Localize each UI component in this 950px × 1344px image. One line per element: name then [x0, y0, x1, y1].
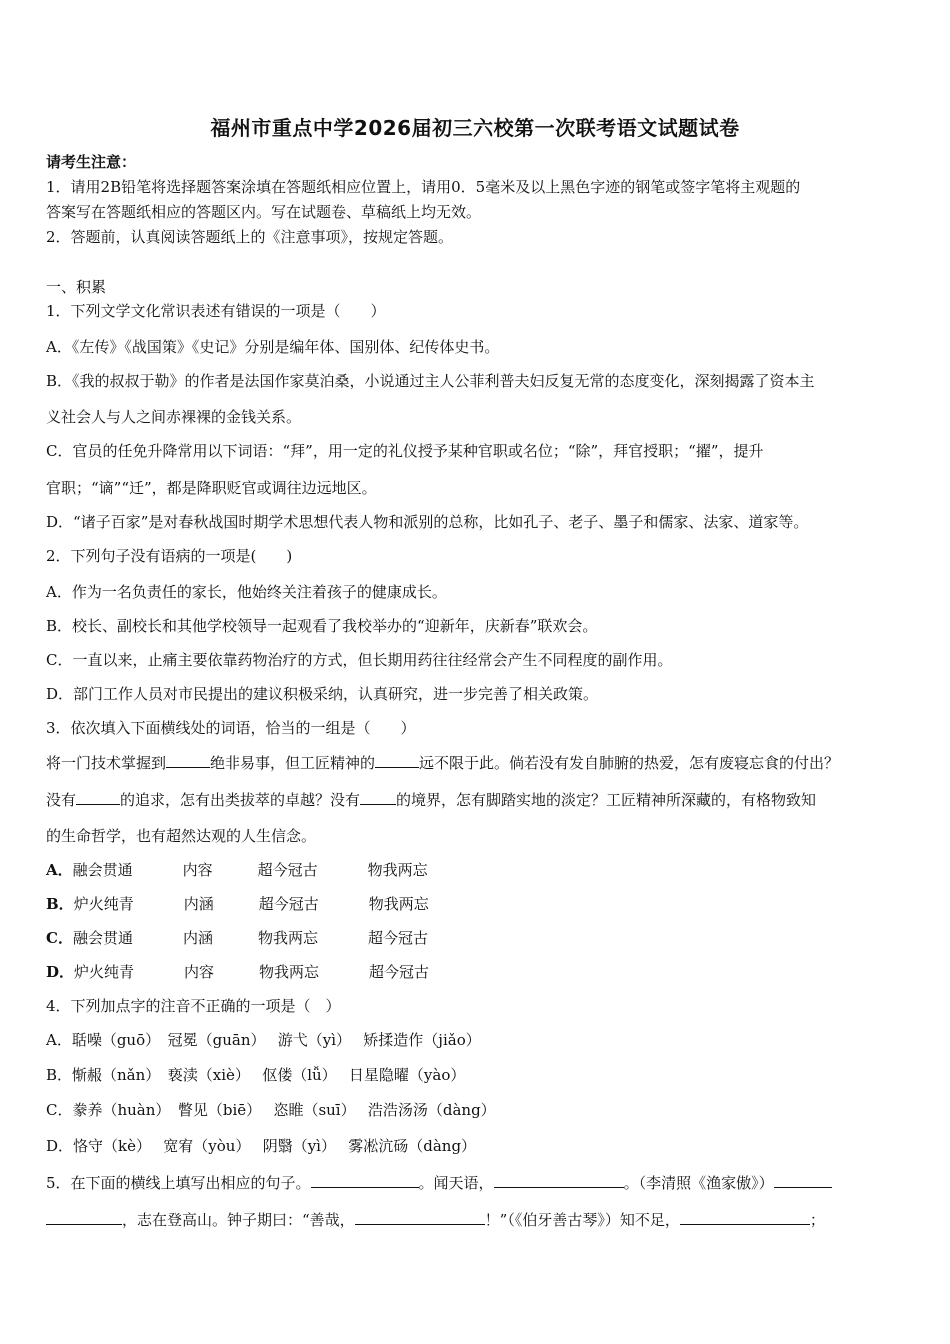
option-word: 物我两忘 — [259, 963, 320, 981]
option-word: 内容 — [184, 963, 215, 981]
q3-passage-text: 将一门技术掌握到 — [46, 754, 167, 772]
q5-text: ； — [809, 1211, 825, 1229]
notice-line-1: 1．请用2B铅笔将选择题答案涂填在答题纸相应位置上，请用0．5毫米及以上黑色字迹的钢笔或签字笔将主观题的 — [46, 178, 801, 196]
option-word: 内涵 — [183, 895, 214, 913]
option-word: 物我两忘 — [367, 861, 428, 879]
q4-option-a: A．聒噪（guō） 冠冕（guān） 游弋（yì） 矫揉造作（jiǎo） — [46, 1031, 481, 1049]
q2-option-b: B．校长、副校长和其他学校领导一起观看了我校举办的“迎新年，庆新春”联欢会。 — [46, 617, 598, 635]
q4-option-b: B．惭赧（nǎn） 亵渎（xiè） 伛偻（lǚ） 日星隐曜（yào） — [46, 1066, 466, 1084]
q3-stem: 3．依次填入下面横线处的词语，恰当的一组是（ ） — [46, 719, 416, 737]
q3-passage-text: 的追求，怎有出类拔萃的卓越？没有 — [120, 791, 361, 809]
fill-blank[interactable] — [311, 1172, 419, 1188]
q1-option-c-line1: C．官员的任免升降常用以下词语：“拜”，用一定的礼仪授予某种官职或名位；“除”，拜官授职；“擢”，提升 — [46, 442, 764, 460]
fill-blank[interactable] — [774, 1172, 832, 1188]
q5-line1 — [46, 1172, 832, 1193]
fill-blank[interactable] — [494, 1172, 624, 1188]
option-word: 炉火纯青 — [74, 963, 135, 981]
q5-text: 。闻天语， — [418, 1174, 494, 1192]
q3-passage-line1 — [46, 752, 839, 773]
q5-text: 5．在下面的横线上填写出相应的句子。 — [46, 1174, 311, 1192]
q2-option-d: D．部门工作人员对市民提出的建议积极采纳，认真研究，进一步完善了相关政策。 — [46, 685, 599, 703]
q3-passage-line3: 的生命哲学，也有超然达观的人生信念。 — [46, 827, 317, 845]
fill-blank[interactable] — [375, 752, 419, 768]
fill-blank[interactable] — [76, 789, 120, 805]
option-word: 超今冠古 — [367, 929, 428, 947]
notice-line-2: 答案写在答题纸相应的答题区内。写在试题卷、草稿纸上均无效。 — [46, 203, 482, 221]
notice-line-3: 2．答题前，认真阅读答题纸上的《注意事项》，按规定答题。 — [46, 228, 454, 246]
option-label: D． — [46, 963, 75, 981]
section-heading: 一、积累 — [46, 278, 107, 296]
option-word: 超今冠古 — [257, 861, 318, 879]
fill-blank[interactable] — [355, 1209, 485, 1225]
q5-text: ！”（《伯牙善古琴》）知不足， — [484, 1211, 680, 1229]
q1-option-b-line2: 义社会人与人之间赤裸裸的金钱关系。 — [46, 408, 302, 426]
q1-option-a: A．《左传》《战国策》《史记》分别是编年体、国别体、纪传体史书。 — [46, 338, 500, 356]
q4-stem: 4．下列加点字的注音不正确的一项是（ ） — [46, 997, 341, 1015]
option-label: C． — [46, 929, 73, 947]
page-title: 福州市重点中学2026届初三六校第一次联考语文试题试卷 — [210, 116, 740, 140]
q3-passage-text: 没有 — [46, 791, 77, 809]
fill-blank[interactable] — [360, 789, 396, 805]
option-label: A． — [46, 861, 73, 879]
option-word: 内涵 — [182, 929, 213, 947]
option-word: 物我两忘 — [368, 895, 429, 913]
q3-option — [46, 962, 429, 982]
option-word: 超今冠古 — [258, 895, 319, 913]
q4-option-d: D．恪守（kè） 宽宥（yòu） 阴翳（yì） 雾凇沆砀（dàng） — [46, 1137, 477, 1155]
notice-heading: 请考生注意： — [46, 153, 137, 171]
fill-blank[interactable] — [166, 752, 210, 768]
q1-option-d: D．“诸子百家”是对春秋战国时期学术思想代表人物和派别的总称，比如孔子、老子、墨子和儒家、法家、道家等。 — [46, 513, 809, 531]
option-word: 炉火纯青 — [73, 895, 134, 913]
fill-blank[interactable] — [46, 1209, 122, 1225]
q3-option — [46, 860, 428, 880]
q4-option-c: C．豢养（huàn） 瞥见（biē） 恣睢（suī） 浩浩汤汤（dàng） — [46, 1101, 496, 1119]
q2-option-a: A．作为一名负责任的家长，他始终关注着孩子的健康成长。 — [46, 583, 447, 601]
q3-passage-text: 远不限于此。倘若没有发自肺腑的热爱，怎有废寝忘食的付出？ — [419, 754, 840, 772]
q3-option — [46, 928, 428, 948]
q3-passage-line2 — [46, 789, 816, 810]
q3-passage-text: 的境界，怎有脚踏实地的淡定？工匠精神所深藏的，有格物致知 — [396, 791, 817, 809]
q3-passage-text: 绝非易事，但工匠精神的 — [210, 754, 376, 772]
option-word: 超今冠古 — [369, 963, 430, 981]
q3-option — [46, 894, 429, 914]
q1-option-b-line1: B．《我的叔叔于勒》的作者是法国作家莫泊桑，小说通过主人公菲利普夫妇反复无常的态度变化，深刻揭露了资本主 — [46, 372, 815, 390]
q5-text: ，志在登高山。钟子期曰：“善哉， — [122, 1211, 355, 1229]
option-word: 物我两忘 — [257, 929, 318, 947]
q2-option-c: C．一直以来，止痛主要依靠药物治疗的方式，但长期用药往往经常会产生不同程度的副作用。 — [46, 651, 673, 669]
option-word: 融会贯通 — [72, 861, 133, 879]
q5-line2 — [46, 1209, 825, 1230]
q2-stem: 2．下列句子没有语病的一项是( ) — [46, 547, 293, 565]
option-label: B． — [46, 895, 74, 913]
option-word: 融会贯通 — [72, 929, 133, 947]
fill-blank[interactable] — [680, 1209, 810, 1225]
option-word: 内容 — [182, 861, 213, 879]
q1-stem: 1．下列文学文化常识表述有错误的一项是（ ） — [46, 302, 386, 320]
q5-text: 。（李清照《渔家傲》） — [623, 1174, 774, 1192]
q1-option-c-line2: 官职；“谪”“迁”，都是降职贬官或调往边远地区。 — [46, 479, 377, 497]
